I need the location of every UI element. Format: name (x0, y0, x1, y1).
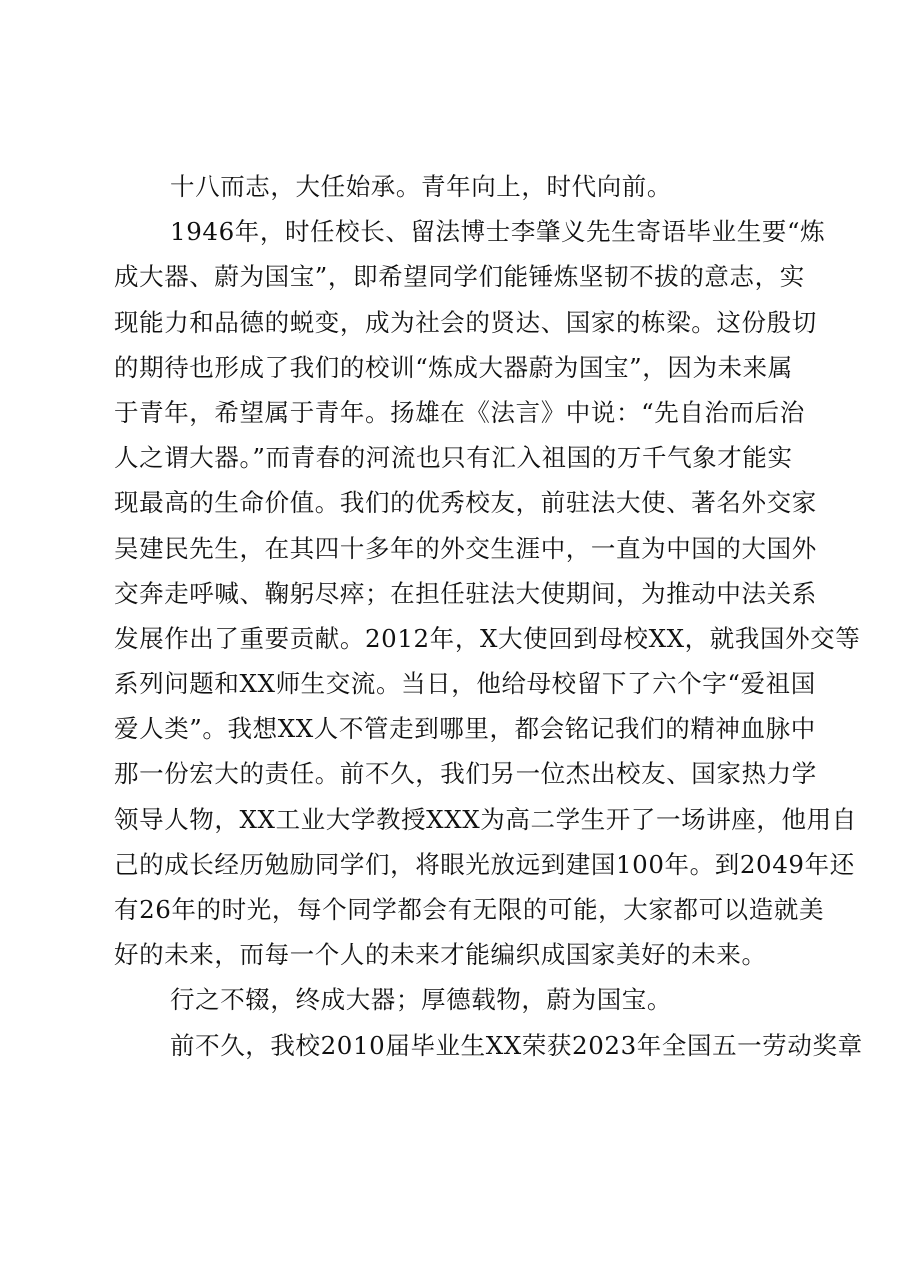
text-line: 己的成长经历勉励同学们，将眼光放远到建国100年。到2049年还 (114, 849, 855, 879)
text-line: 好的未来，而每一个人的未来才能编织成国家美好的未来。 (114, 940, 767, 970)
text-line: 那一份宏大的责任。前不久，我们另一位杰出校友、国家热力学 (114, 759, 817, 789)
text-line: 于青年，希望属于青年。扬雄在《法言》中说：“先自治而后治 (114, 397, 805, 427)
text-line: 交奔走呼喊、鞠躬尽瘁；在担任驻法大使期间，为推动中法关系 (114, 578, 817, 608)
text-line: 行之不辍，终成大器；厚德载物，蔚为国宝。 (170, 985, 672, 1015)
body-text (114, 164, 863, 1068)
text-line: 十八而志，大任始承。青年向上，时代向前。 (170, 172, 672, 201)
text-line: 现最高的生命价值。我们的优秀校友，前驻法大使、著名外交家 (114, 488, 817, 518)
text-line: 有26年的时光，每个同学都会有无限的可能，大家都可以造就美 (114, 895, 825, 924)
text-line: 的期待也形成了我们的校训“炼成大器蔚为国宝”，因为未来属 (114, 352, 793, 382)
text-line: 成大器、蔚为国宝”，即希望同学们能锤炼坚韧不拔的意志，实 (114, 262, 805, 292)
text-line: 发展作出了重要贡献。2012年，X大使回到母校XX，就我国外交等 (114, 623, 861, 653)
text-line: 现能力和品德的蜕变，成为社会的贤达、国家的栋梁。这份殷切 (114, 307, 817, 337)
text-line: 吴建民先生，在其四十多年的外交生涯中，一直为中国的大国外 (114, 533, 817, 563)
text-line: 爱人类”。我想XX人不管走到哪里，都会铭记我们的精神血脉中 (114, 714, 816, 744)
text-line: 领导人物，XX工业大学教授XXX为高二学生开了一场讲座，他用自 (114, 804, 857, 834)
text-line: 1946年，时任校长、留法博士李肇义先生寄语毕业生要“炼 (170, 217, 826, 247)
text-line: 前不久，我校2010届毕业生XX荣获2023年全国五一劳动奖章 (170, 1030, 863, 1060)
text-line: 人之谓大器。”而青春的河流也只有汇入祖国的万千气象才能实 (114, 443, 793, 473)
text-line: 系列问题和XX师生交流。当日，他给母校留下了六个字“爱祖国 (114, 669, 816, 699)
